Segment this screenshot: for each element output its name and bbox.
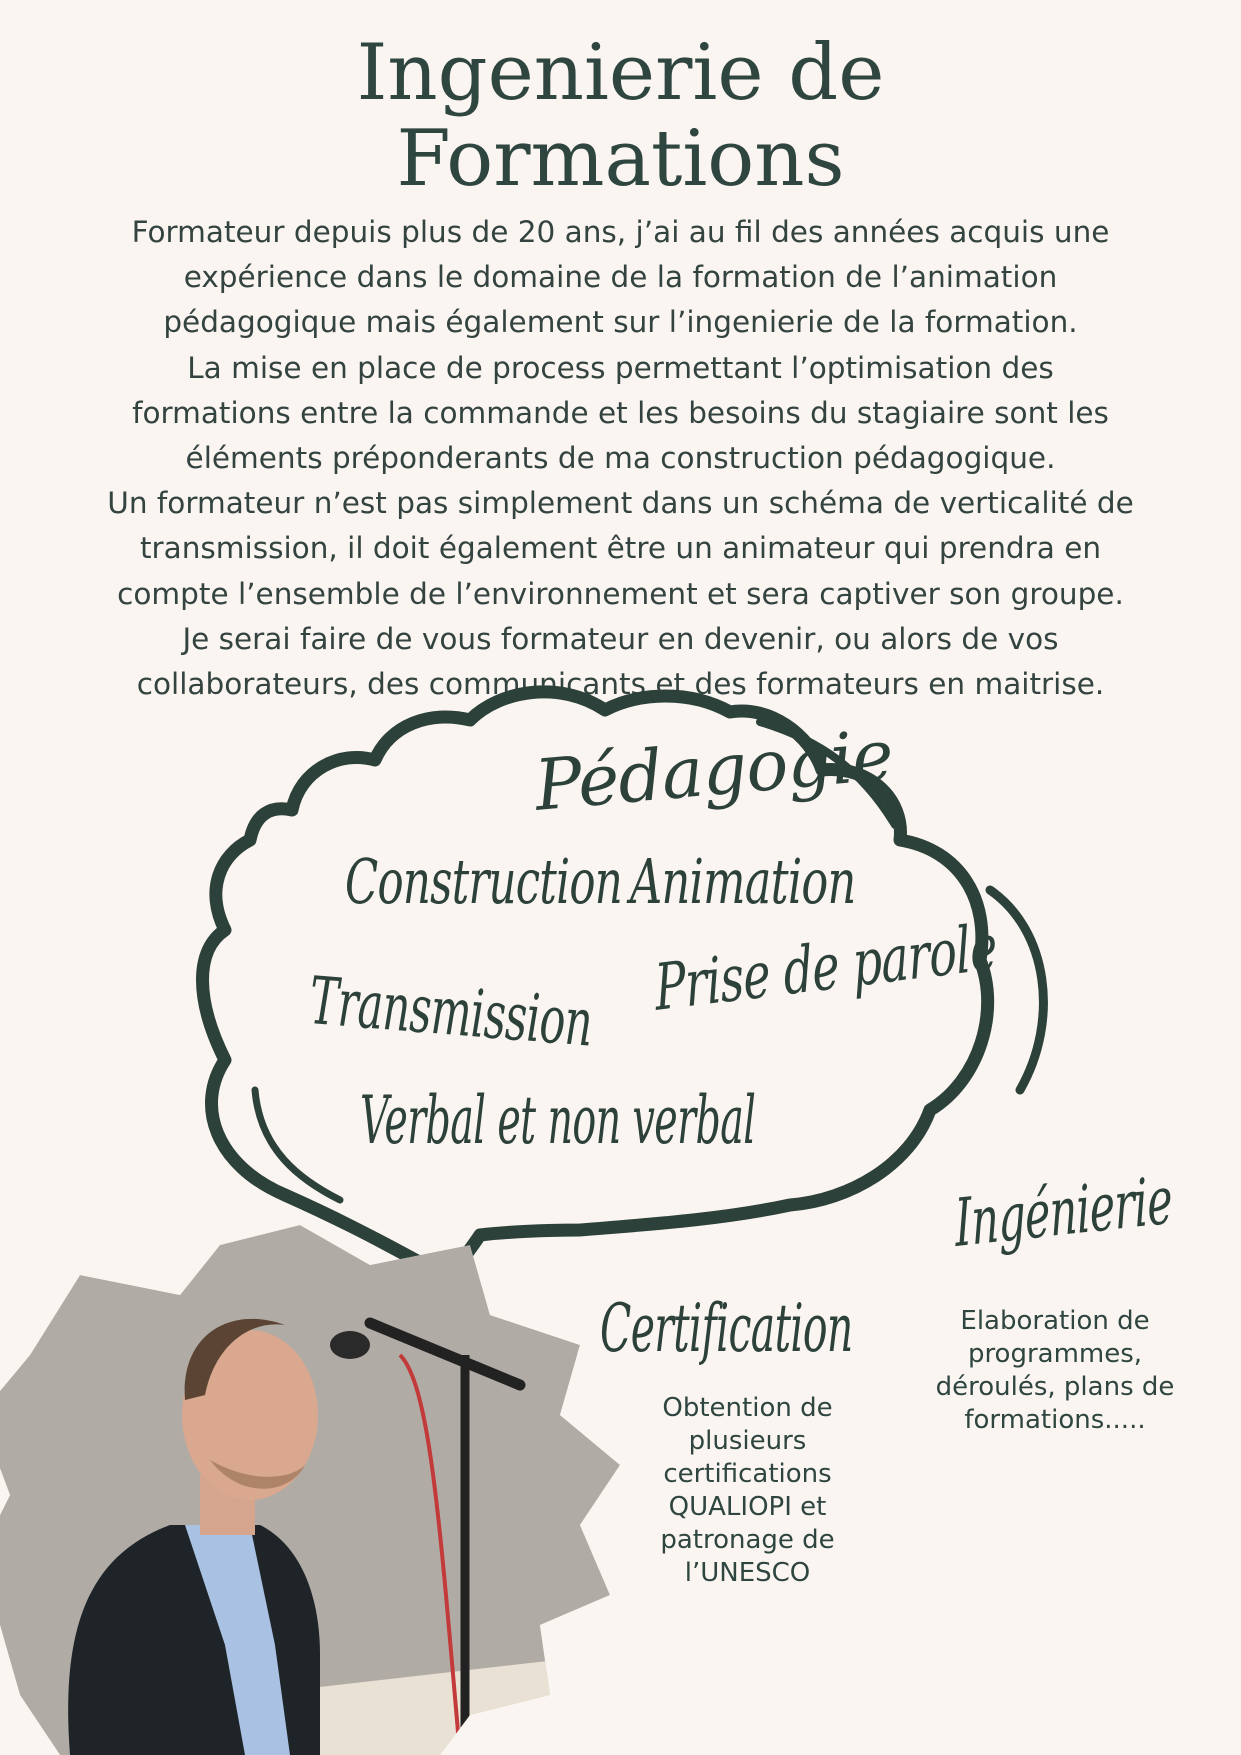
intro-line: transmission, il doit également être un animateur qui prendra en xyxy=(139,531,1102,566)
microphone xyxy=(330,1331,370,1359)
ingenierie-line: formations..... xyxy=(964,1405,1146,1435)
ingenierie-line: programmes, xyxy=(967,1339,1143,1369)
title-line-2: Formations xyxy=(396,114,845,204)
cloud-word-pedagogie: Pédagogie xyxy=(531,713,896,827)
cloud-word-construction: Construction xyxy=(345,845,623,918)
ingenierie-text xyxy=(915,1305,1195,1437)
intro-line: Formateur depuis plus de 20 ans, j’ai au fil des années acquis une xyxy=(131,215,1110,249)
cloud-word-verbal: Verbal et non verbal xyxy=(360,1082,756,1159)
intro-line: expérience dans le domaine de la formation de l’animation xyxy=(183,260,1058,295)
certification-line: l’UNESCO xyxy=(684,1558,811,1588)
cloud-word-prise-de-parole: Prise de parole xyxy=(652,910,999,1026)
speaker-photo xyxy=(0,1225,640,1755)
certification-line: certifications xyxy=(663,1459,832,1489)
cloud-right-accent xyxy=(990,890,1043,1090)
ingenierie-line: Elaboration de xyxy=(960,1306,1150,1336)
ingenierie-heading: Ingénierie xyxy=(953,1161,1174,1262)
cloud-word-animation: Animation xyxy=(630,845,856,918)
certification-text xyxy=(620,1392,875,1590)
certification-line: plusieurs xyxy=(688,1426,807,1456)
intro-line: pédagogique mais également sur l’ingenierie de la formation. xyxy=(163,305,1078,340)
intro-line: Je serai faire de vous formateur en devenir, ou alors de vos xyxy=(182,621,1059,656)
certification-line: Obtention de xyxy=(662,1393,833,1423)
title-line-1: Ingenierie de xyxy=(356,28,885,118)
certification-heading: Certification xyxy=(600,1290,853,1367)
intro-line: La mise en place de process permettant l’optimisation des xyxy=(187,350,1054,385)
cloud-word-transmission: Transmission xyxy=(308,962,594,1062)
intro-line: compte l’ensemble de l’environnement et sera captiver son groupe. xyxy=(117,576,1124,611)
intro-line: collaborateurs, des communicants et des formateurs en maitrise. xyxy=(136,667,1105,702)
intro-line: éléments préponderants de ma construction pédagogique. xyxy=(185,441,1056,476)
certification-line: QUALIOPI et xyxy=(668,1492,827,1522)
certification-line: patronage de xyxy=(660,1525,835,1555)
intro-line: formations entre la commande et les besoins du stagiaire sont les xyxy=(132,395,1109,430)
intro-line: Un formateur n’est pas simplement dans un schéma de verticalité de xyxy=(107,486,1134,521)
ingenierie-line: déroulés, plans de xyxy=(935,1372,1175,1402)
